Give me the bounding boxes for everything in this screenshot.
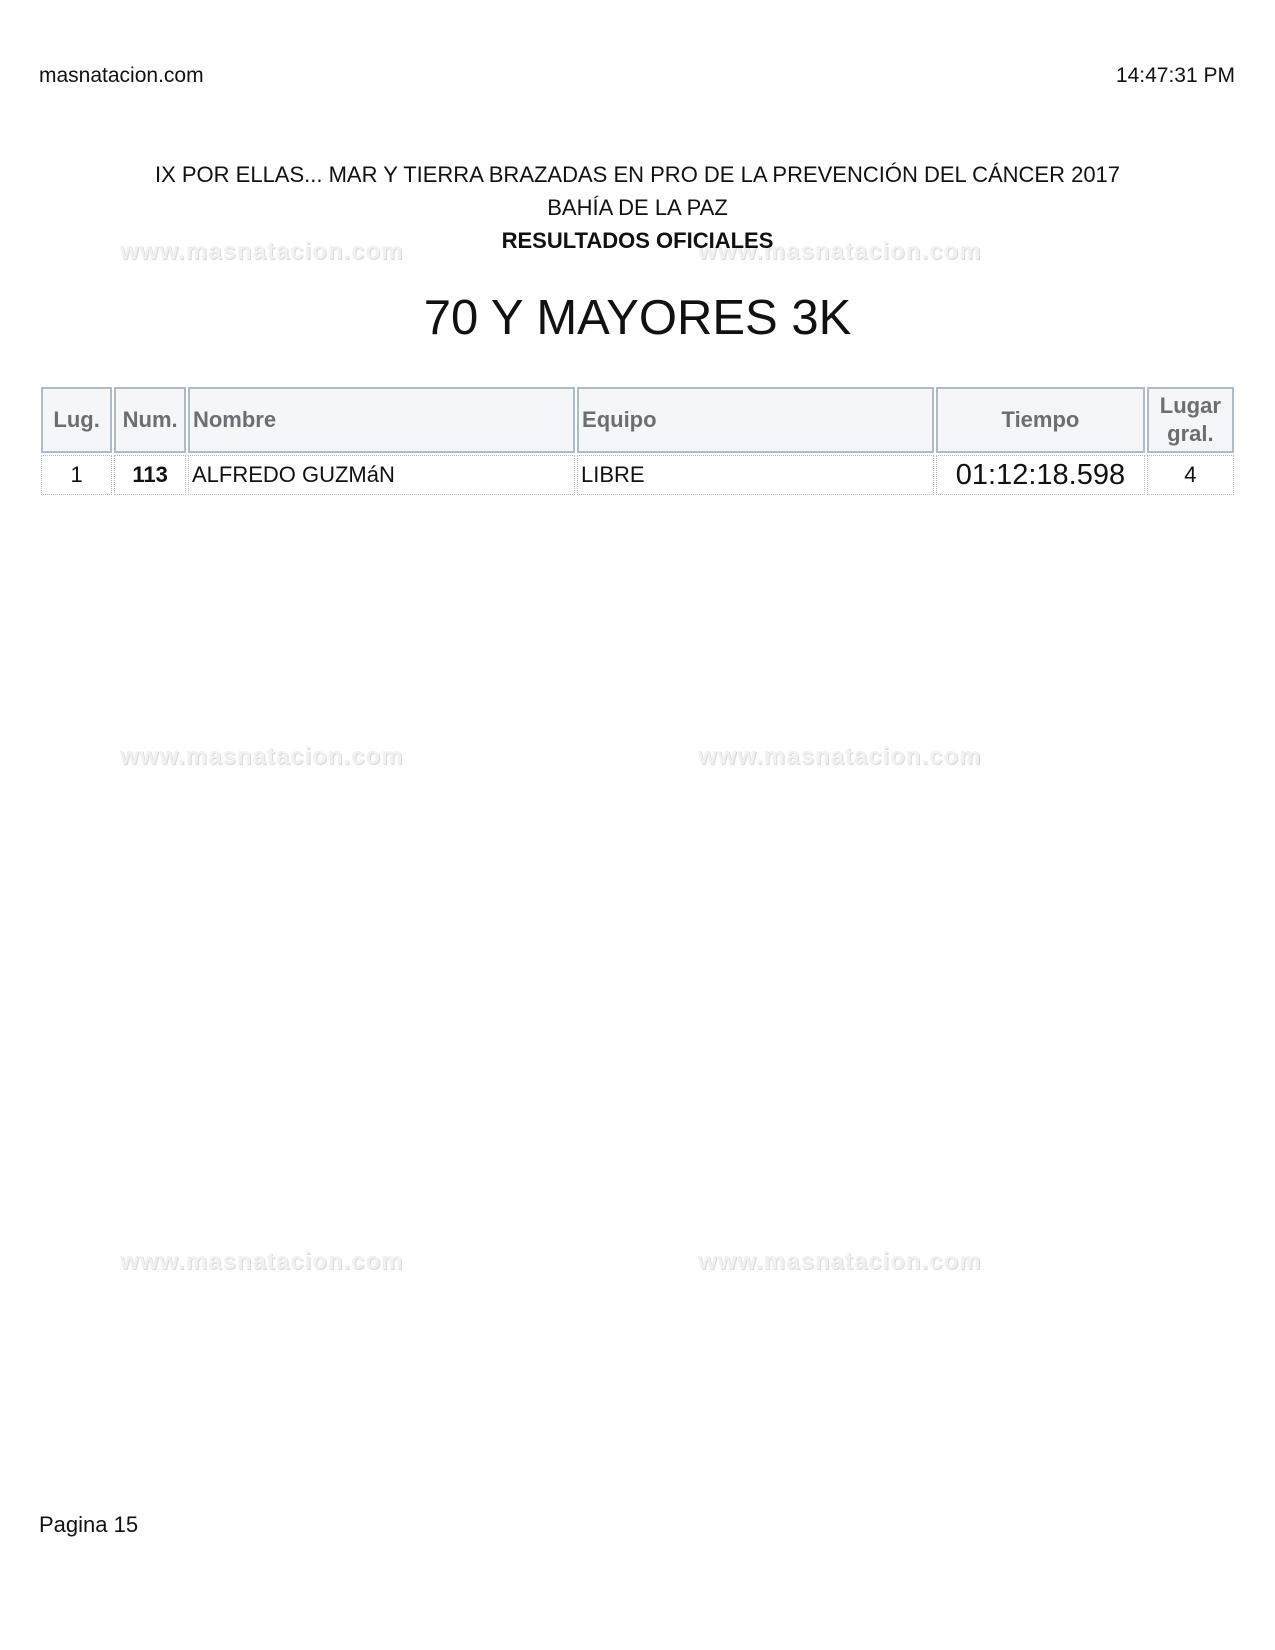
category-title: 70 Y MAYORES 3K [423,291,852,345]
watermark: www.masnatacion.com [120,238,404,265]
column-header-place: Lug. [41,387,112,453]
event-title: IX POR ELLAS... MAR Y TIERRA BRAZADAS EN PRO DE LA PREVENCIÓN DEL CÁNCER 2017 [154,162,1121,187]
table-header-row [41,387,1234,453]
event-header [0,158,1275,257]
column-header-overall [1147,387,1234,453]
site-name: masnatacion.com [39,64,204,87]
watermark: www.masnatacion.com [698,238,982,265]
column-header-number: Num. [114,387,186,453]
results-table [39,385,1236,497]
column-header-overall-line2: gral. [1167,421,1214,446]
watermark: www.masnatacion.com [698,743,982,770]
column-header-overall-line1: Lugar [1159,393,1221,418]
watermark: www.masnatacion.com [120,743,404,770]
watermark: www.masnatacion.com [698,1248,982,1275]
cell-overall: 4 [1147,455,1234,495]
page-number: Pagina 15 [39,1512,139,1537]
watermark: www.masnatacion.com [120,1248,404,1275]
cell-number: 113 [114,455,186,495]
cell-name: ALFREDO GUZMáN [188,455,575,495]
column-header-time: Tiempo [936,387,1145,453]
table-row [41,455,1234,495]
results-label: RESULTADOS OFICIALES [501,228,774,253]
cell-time: 01:12:18.598 [936,455,1145,495]
column-header-name: Nombre [188,387,575,453]
print-time: 14:47:31 PM [1115,64,1235,87]
cell-place: 1 [41,455,112,495]
column-header-team: Equipo [577,387,934,453]
cell-team: LIBRE [577,455,934,495]
event-location: BAHÍA DE LA PAZ [547,195,728,220]
